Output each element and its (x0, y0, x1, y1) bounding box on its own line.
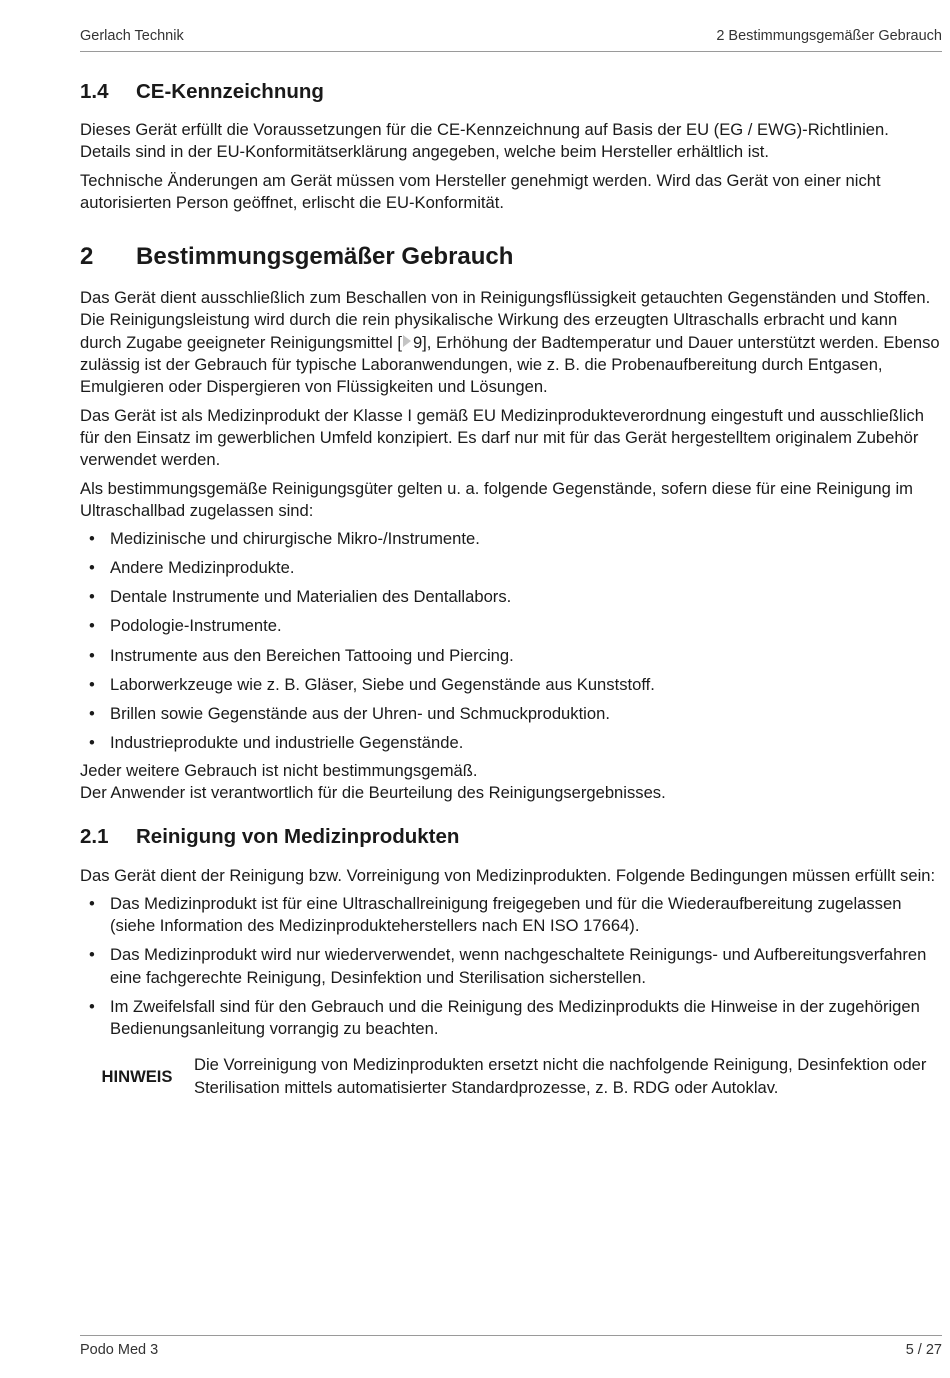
chapter-heading-2 (80, 241, 942, 273)
paragraph: Der Anwender ist verantwortlich für die Beurteilung des Reinigungsergebnisses. (80, 783, 666, 803)
section-title: Reinigung von Medizinprodukten (136, 824, 460, 848)
section-heading-1-4 (80, 78, 942, 106)
paragraph: Jeder weitere Gebrauch ist nicht bestimmungsgemäß. (80, 761, 478, 781)
running-header (80, 28, 942, 50)
paragraph-text: Das Gerät dient ausschließlich zum Beschallen von in Reinigungsflüssigkeit getauchten Gegenständen und Stoffen. Die Reinigungsleistung wird durch die rein physikalische Wirkung des erzeugten Ultraschalls erbracht und kann durch Zugabe geeigneter Reinigungsmittel [ (80, 288, 931, 352)
notice-box (80, 1054, 942, 1099)
list-item: • Podologie-Instrumente. (80, 615, 942, 637)
section-number: 1.4 (80, 80, 109, 103)
page-content (80, 78, 942, 1099)
section-title: CE-Kennzeichnung (136, 80, 324, 103)
paragraph: Dieses Gerät erfüllt die Voraussetzungen für die CE-Kennzeichnung auf Basis der EU (EG / EWG)-Richtlinien. Details sind in der EU-Konformitätserklärung angegeben, welche beim Hersteller erhältlich ist. (80, 120, 889, 162)
header-company: Gerlach Technik (80, 28, 184, 44)
list-item: • Das Medizinprodukt ist für eine Ultraschallreinigung freigegeben und für die Wiederaufbereitung zugelassen (siehe Information des Medizinprodukteherstellers nach EN ISO 17664). (80, 893, 942, 938)
list-item: • Das Medizinprodukt wird nur wiederverwendet, wenn nachgeschaltete Reinigungs- und Aufbereitungsverfahren eine fachgerechte Reinigung, Desinfektion und Sterilisation sicherstellen. (80, 944, 942, 989)
chapter-number: 2 (80, 243, 94, 271)
paragraph-text: ], Erhöhung der Badtemperatur und Dauer unterstützt werden. Ebenso zulässig ist der Gebrauch für typische Laboranwendungen, wie z. B. die Probenaufbereitung durch Entgasen, Emulgieren oder Dispergieren von Flüssigkeiten und Lösungen. (80, 332, 940, 397)
list-item: • Im Zweifelsfall sind für den Gebrauch und die Reinigung des Medizinprodukts die Hinweise in der zugehörigen Bedienungsanleitung vorrangig zu beachten. (80, 996, 942, 1041)
list-item: • Instrumente aus den Bereichen Tattooing und Piercing. (80, 645, 942, 667)
paragraph: Das Gerät ist als Medizinprodukt der Klasse I gemäß EU Medizinprodukteverordnung eingestuft und ausschließlich für den Einsatz im gewerblichen Umfeld konzipiert. Es darf nur mit für das Gerät hergestelltem originalem Zubehör verwendet werden. (80, 405, 924, 470)
list-item: • Laborwerkzeuge wie z. B. Gläser, Siebe und Gegenstände aus Kunststoff. (80, 674, 942, 696)
footer-page-number: 5 / 27 (905, 1342, 942, 1358)
cross-reference-arrow-icon[interactable] (403, 335, 411, 347)
bullet-list-cleaning-goods (80, 528, 942, 754)
cross-reference-page[interactable]: 9 (412, 332, 423, 352)
list-item: • Industrieprodukte und industrielle Gegenstände. (80, 732, 942, 754)
paragraph: Als bestimmungsgemäße Reinigungsgüter gelten u. a. folgende Gegenstände, sofern diese für eine Reinigung im Ultraschallbad zugelassen sind: (80, 478, 913, 520)
footer-divider (80, 1335, 942, 1336)
list-item: • Dentale Instrumente und Materialien des Dentallabors. (80, 586, 942, 608)
section-heading-2-1 (80, 823, 942, 851)
bullet-list-conditions (80, 893, 942, 1040)
paragraph (80, 287, 942, 398)
section-number: 2.1 (80, 824, 109, 848)
paragraph: Technische Änderungen am Gerät müssen vom Hersteller genehmigt werden. Wird das Gerät von einer nicht autorisierten Person geöffnet, erlischt die EU-Konformität. (80, 170, 881, 212)
running-footer (80, 1342, 942, 1362)
chapter-title: Bestimmungsgemäßer Gebrauch (136, 243, 514, 271)
notice-label: HINWEIS (101, 1066, 173, 1086)
footer-product-name: Podo Med 3 (80, 1342, 159, 1358)
header-divider (80, 51, 942, 52)
paragraph: Das Gerät dient der Reinigung bzw. Vorreinigung von Medizinprodukten. Folgende Bedingungen müssen erfüllt sein: (80, 865, 936, 885)
list-item: • Andere Medizinprodukte. (80, 557, 942, 579)
notice-text: Die Vorreinigung von Medizinprodukten ersetzt nicht die nachfolgende Reinigung, Desinfektion oder Sterilisation mittels automatisierter Standardprozesse, z. B. RDG oder Autoklav. (194, 1055, 927, 1097)
list-item: • Brillen sowie Gegenstände aus der Uhren- und Schmuckproduktion. (80, 703, 942, 725)
header-chapter-title: 2 Bestimmungsgemäßer Gebrauch (716, 28, 942, 44)
list-item: • Medizinische und chirurgische Mikro-/Instrumente. (80, 528, 942, 550)
